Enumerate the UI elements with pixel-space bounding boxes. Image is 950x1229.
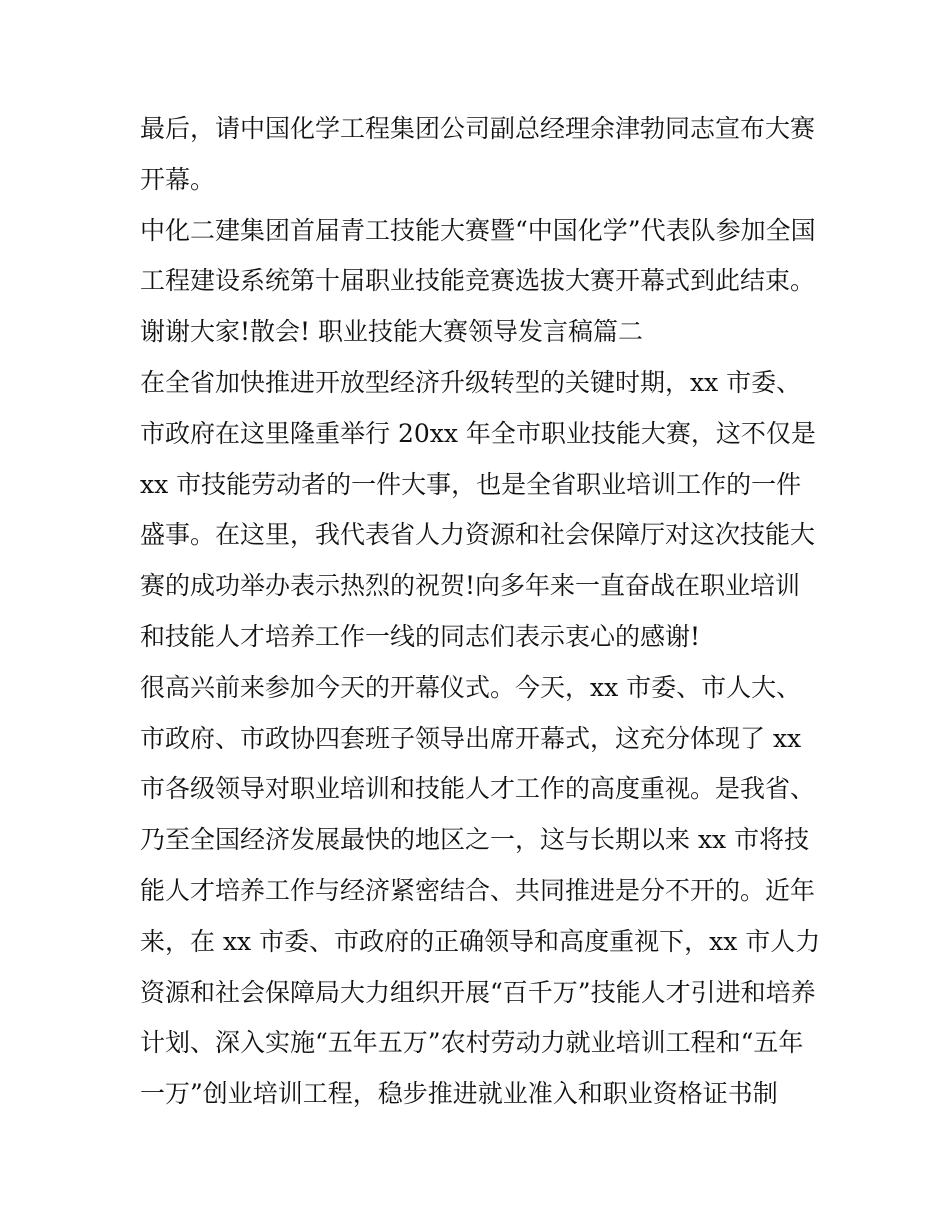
text-line: 一万”创业培训工程，稳步推进就业准入和职业资格证书制: [140, 1079, 778, 1109]
text-line: 市政府在这里隆重举行 20xx 年全市职业技能大赛，这不仅是: [140, 418, 816, 448]
text-line: 计划、深入实施“五年五万”农村劳动力就业培训工程和“五年: [140, 1028, 804, 1058]
text-line: 市各级领导对职业培训和技能人才工作的高度重视。是我省、: [140, 774, 816, 804]
text-line: 能人才培养工作与经济紧密结合、共同推进是分不开的。近年: [140, 875, 816, 905]
text-line: 赛的成功举办表示热烈的祝贺!向多年来一直奋战在职业培训: [140, 571, 801, 601]
text-line: 开幕。: [140, 164, 216, 194]
text-line: 盛事。在这里，我代表省人力资源和社会保障厅对这次技能大: [140, 520, 816, 550]
text-line: 在全省加快推进开放型经济升级转型的关键时期，xx 市委、: [140, 367, 802, 397]
text-line: 最后，请中国化学工程集团公司副总经理余津勃同志宣布大赛: [140, 114, 816, 143]
text-line: 中化二建集团首届青工技能大赛暨“中国化学”代表队参加全国: [140, 215, 816, 245]
text-line: 和技能人才培养工作一线的同志们表示衷心的感谢!: [140, 621, 701, 651]
text-line: 很高兴前来参加今天的开幕仪式。今天，xx 市委、市人大、: [140, 672, 802, 702]
body-text: [140, 104, 830, 1120]
text-line: 市政府、市政协四套班子领导出席开幕式，这充分体现了 xx: [140, 723, 802, 753]
text-line: 乃至全国经济发展最快的地区之一，这与长期以来 xx 市将技: [140, 825, 810, 855]
text-line: 谢谢大家!散会! 职业技能大赛领导发言稿篇二: [140, 317, 644, 347]
text-line: 资源和社会保障局大力组织开展“百千万”技能人才引进和培养: [140, 977, 816, 1007]
text-line: 工程建设系统第十届职业技能竞赛选拔大赛开幕式到此结束。: [140, 266, 816, 296]
text-line: 来，在 xx 市委、市政府的正确领导和高度重视下，xx 市人力: [140, 926, 821, 956]
text-line: xx 市技能劳动者的一件大事，也是全省职业培训工作的一件: [140, 469, 802, 499]
